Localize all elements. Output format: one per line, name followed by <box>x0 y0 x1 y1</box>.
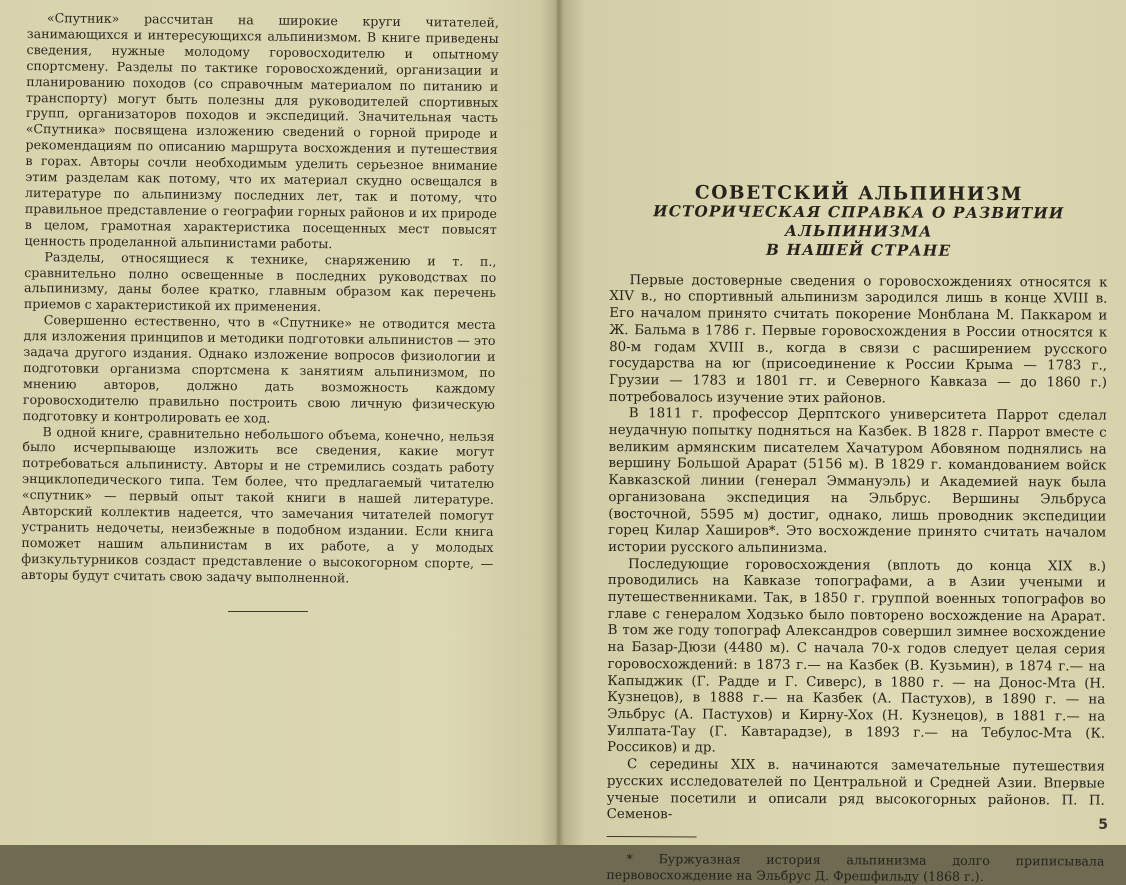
left-paragraph-3: Совершенно естественно, что в «Спутнике» не отводится места для изложения принципов и методики подготовки альпинистов — это задача другого издания. Однако изложение вопросов физиологии и подготовки организма спортсмена к занятиям альпинизмом, по мнению авторов, должно дать возможность каждому горовосходителю правильно построить свою личную физическую подготовку и контролировать ее ход. <box>22 312 496 426</box>
footnote <box>606 851 1104 885</box>
right-page-text <box>606 182 1108 885</box>
chapter-title: СОВЕТСКИЙ АЛЬПИНИЗМ <box>694 182 1024 206</box>
footnote-text: * Буржуазная история альпинизма долго приписывала первовосхождение на Эльбрус Д. Фрешфильду (1868 г.). <box>606 851 1105 884</box>
right-paragraph-3: Последующие горовосхождения (вплоть до конца XIX в.) проводились на Кавказе топографами, а в Азии учеными и путешественниками. Так, в 1850 г. группой военных топографов во главе с генералом Ходзько было повторено восхождение на Арарат. В том же году топограф Александров совершил зимнее восхождение на Базар-Дюзи (4480 м). С начала 70-х годов следует целая серия горовосхождений: в 1873 г.— на Казбек (В. Кузьмин), в 1874 г.— на Капыджик (Г. Радде и Г. Сиверс), в 1880 г. — на Донос-Мта (Н. Кузнецов), в 1888 г.— на Казбек (А. Пастухов), в 1890 г. — на Эльбрус (А. Пастухов) и Кирну-Хох (Н. Кузнецов), в 1881 г.— на Уилпата-Тау (Г. Кавтарадзе), в 1893 г.— на Тебулос-Мта (К. Россиков) и др. <box>607 556 1107 756</box>
section-end-divider <box>228 611 308 612</box>
left-page <box>0 0 552 845</box>
footnote-divider <box>607 836 697 837</box>
page-number: 5 <box>1098 817 1108 833</box>
left-paragraph-4: В одной книге, сравнительно небольшого объема, конечно, нельзя было исчерпывающе изложить все сведения, какие могут потребоваться альпинисту. Авторы и не стремились создать работу энциклопедического типа. Тем более, что предлагаемый читателю «спутник» — первый опыт такой книги в нашей литературе. Авторский коллектив надеется, что замечания читателей помогут устранить недочеты, неизбежные в подобном издании. Если книга поможет нашим альпинистам в их работе, а у молодых физкультурников создаст представление о высокогорном спорте, — авторы будут считать свою задачу выполненной. <box>21 423 495 586</box>
chapter-subtitle <box>610 202 1108 262</box>
left-page-text <box>21 10 499 588</box>
left-paragraph-2: Разделы, относящиеся к технике, снаряжению и т. п., сравнительно полно освещенные в последних руководствах по альпинизму, даны более кратко, главным образом как перечень приемов с характеристикой их применения. <box>23 248 497 315</box>
chapter-subtitle-line-1: ИСТОРИЧЕСКАЯ СПРАВКА О РАЗВИТИИ АЛЬПИНИЗМА <box>653 201 1065 241</box>
left-paragraph-1: «Спутник» рассчитан на широкие круги читателей, занимающихся и интересующихся альпинизмом. В книге приведены сведения, нужные молодому горовосходителю и опытному спортсмену. Разделы по тактике горовосхождений, организации и планированию походов (со справочным материалом по питанию и транспорту) могут быть полезны для руководителей спортивных групп, организаторов походов и экспедиций. Значительная часть «Спутника» посвящена изложению сведений о горной природе и рекомендациям по описанию маршрута восхождения и путешествия в горах. Авторы сочли необходимым уделить серьезное внимание этим разделам как потому, что их материал скудно освещался в литературе по альпинизму последних лет, так и потому, что правильное представление о географии горных районов и их природе в целом, грамотная характеристика посещенных мест повысят ценность проделанной альпинистами работы. <box>24 10 499 251</box>
right-paragraph-4: С середины XIX в. начинаются замечательные путешествия русских исследователей по Центральной и Средней Азии. Впервые ученые посетили и описали ряд высокогорных районов. П. П. Семенов- <box>606 757 1105 823</box>
chapter-subtitle-line-2: В НАШЕЙ СТРАНЕ <box>765 240 952 260</box>
right-page <box>556 0 1126 884</box>
right-paragraph-2: В 1811 г. профессор Дерптского университета Паррот сделал неудачную попытку подняться на Казбек. В 1828 г. Паррот вместе с великим армянским писателем Хачатуром Абовяном поднялись на вершину Большой Арарат (5156 м). В 1829 г. командованием войск Кавказской линии (генерал Эммануэль) и Академией наук была организована экспедиция на Эльбрус. Вершины Эльбруса (восточной, 5595 м) достиг, однако, лишь проводник экспедиции горец Килар Хаширов*. Это восхождение принято считать началом истории русского альпинизма. <box>608 406 1107 557</box>
right-paragraph-1: Первые достоверные сведения о горовосхождениях относятся к XIV в., но спортивный альпинизм зародился лишь в конце XVIII в. Его началом принято считать покорение Монблана М. Паккаром и Ж. Бальма в 1786 г. Первые горовосхождения в России относятся к 80-м годам XVIII в., когда в связи с расширением русского государства на юг (присоединение к России Крыма — 1783 г., Грузии — 1783 и 1801 гг. и Северного Кавказа — до 1860 г.) потребовалось изучение этих районов. <box>608 272 1108 407</box>
